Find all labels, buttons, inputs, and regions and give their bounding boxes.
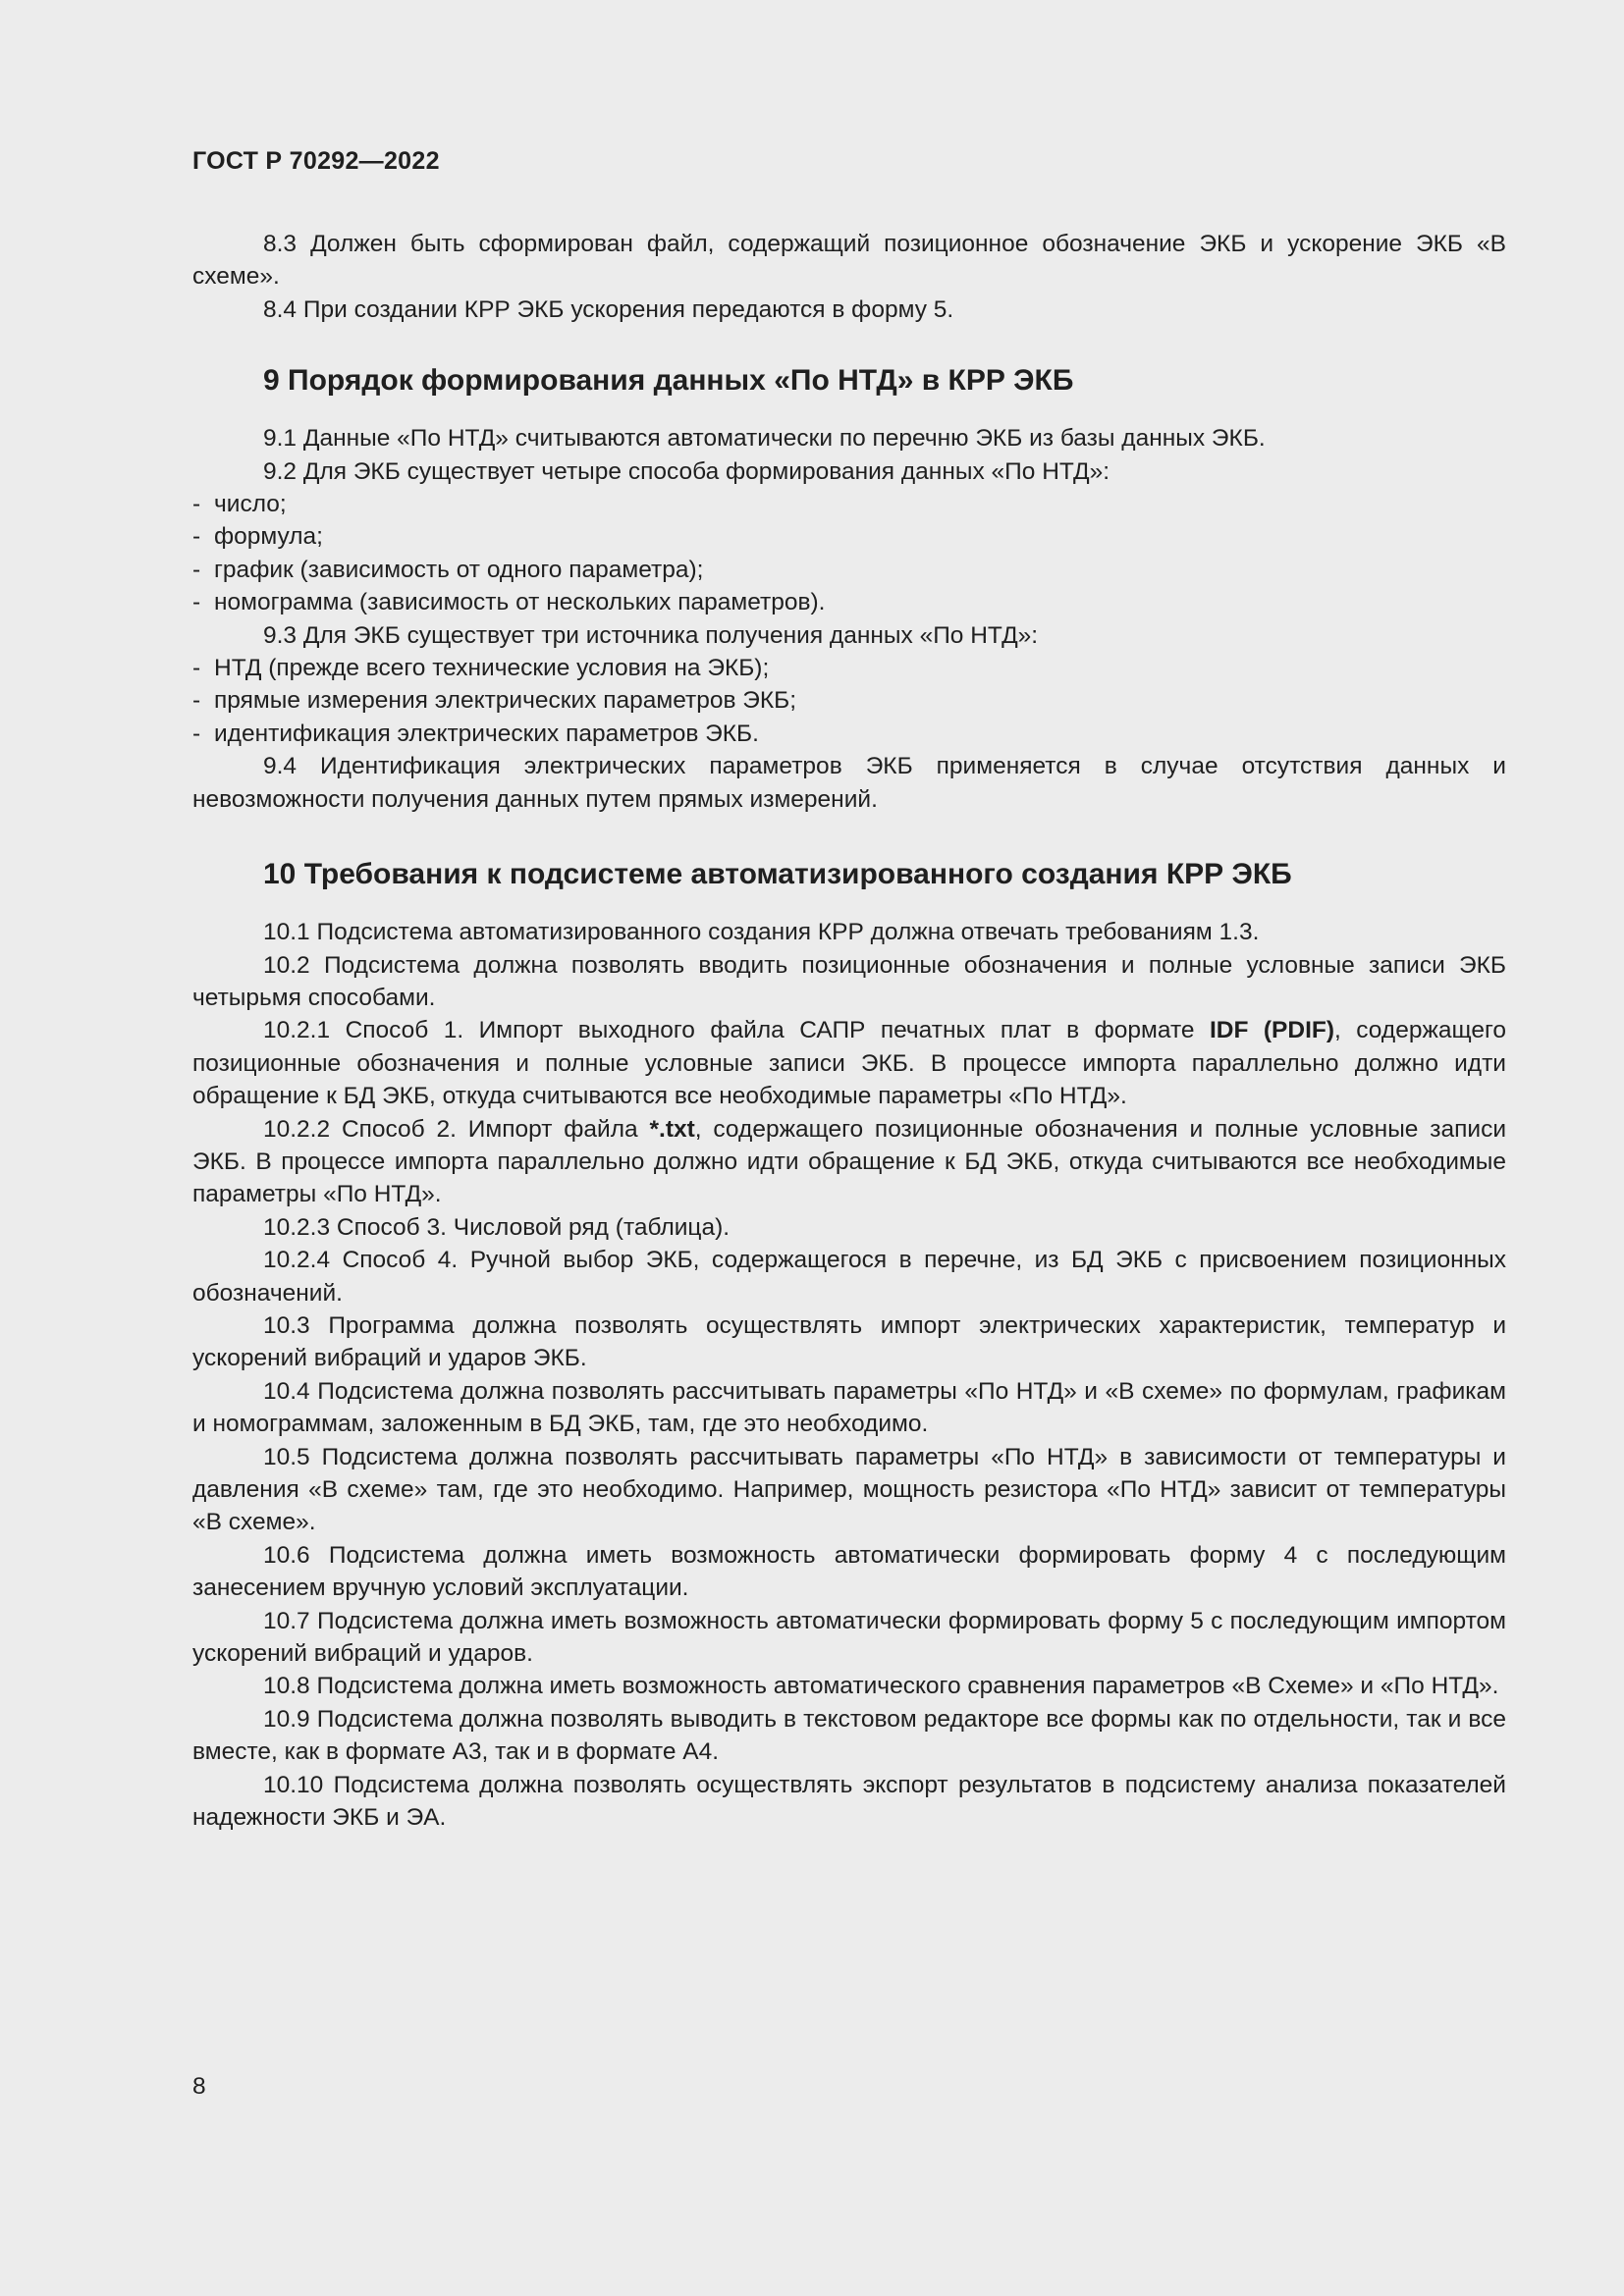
paragraph-10-2: 10.2 Подсистема должна позволять вводить позиционные обозначения и полные условные записи ЭКБ четырьмя способами. bbox=[192, 951, 1506, 1011]
list-item: - номограмма (зависимость от нескольких параметров). bbox=[192, 589, 826, 616]
paragraph-10-2-3: 10.2.3 Способ 3. Числовой ряд (таблица). bbox=[263, 1213, 731, 1241]
paragraph-9-3: 9.3 Для ЭКБ существует три источника получения данных «По НТД»: bbox=[263, 621, 1039, 649]
paragraph-10-7: 10.7 Подсистема должна иметь возможность автоматически формировать форму 5 с последующим импортом ускорений вибраций и ударов. bbox=[192, 1607, 1506, 1668]
paragraph-8-3: 8.3 Должен быть сформирован файл, содержащий позиционное обозначение ЭКБ и ускорение ЭКБ «В схеме». bbox=[192, 231, 1506, 291]
page-number: 8 bbox=[192, 2073, 206, 2100]
paragraph-10-3: 10.3 Программа должна позволять осуществлять импорт электрических характеристик, температур и ускорений вибраций и ударов ЭКБ. bbox=[192, 1311, 1506, 1372]
paragraph-9-2: 9.2 Для ЭКБ существует четыре способа формирования данных «По НТД»: bbox=[263, 457, 1110, 485]
paragraph-10-4: 10.4 Подсистема должна позволять рассчитывать параметры «По НТД» и «В схеме» по формулам, графикам и номограммам, заложенным в БД ЭКБ, там, где это необходимо. bbox=[192, 1377, 1506, 1438]
format-name: IDF (PDIF) bbox=[1209, 1017, 1335, 1044]
document-body bbox=[192, 228, 1506, 1834]
paragraph-10-1: 10.1 Подсистема автоматизированного создания КРР должна отвечать требованиям 1.3. bbox=[263, 919, 1260, 946]
paragraph-10-5: 10.5 Подсистема должна позволять рассчитывать параметры «По НТД» в зависимости от температуры и давления «В схеме» там, где это необходимо. Например, мощность резистора «По НТД» зависит от температуры «В схеме». bbox=[192, 1443, 1506, 1536]
paragraph-10-8: 10.8 Подсистема должна иметь возможность автоматического сравнения параметров «В Схеме» и «По НТД». bbox=[263, 1673, 1499, 1700]
list-item: - прямые измерения электрических параметров ЭКБ; bbox=[192, 687, 797, 715]
file-extension: *.txt bbox=[649, 1115, 695, 1143]
section-9-heading: 9 Порядок формирования данных «По НТД» в КРР ЭКБ bbox=[263, 364, 1074, 398]
paragraph-10-6: 10.6 Подсистема должна иметь возможность автоматически формировать форму 4 с последующим занесением вручную условий эксплуатации. bbox=[192, 1541, 1506, 1602]
section-10-heading: 10 Требования к подсистеме автоматизированного создания КРР ЭКБ bbox=[263, 858, 1292, 891]
paragraph-10-9: 10.9 Подсистема должна позволять выводить в текстовом редакторе все формы как по отдельности, так и все вместе, как в формате А3, так и в формате А4. bbox=[192, 1705, 1506, 1766]
paragraph-9-4: 9.4 Идентификация электрических параметров ЭКБ применяется в случае отсутствия данных и невозможности получения данных путем прямых измерений. bbox=[192, 753, 1506, 813]
document-header: ГОСТ Р 70292—2022 bbox=[192, 147, 440, 175]
paragraph-10-2-2: 10.2.2 Способ 2. Импорт файла *.txt, содержащего позиционные обозначения и полные условные записи ЭКБ. В процессе импорта параллельно должно идти обращение к БД ЭКБ, откуда считываются все необходимые параметры «По НТД». bbox=[192, 1115, 1506, 1208]
list-item: - число; bbox=[192, 491, 287, 518]
paragraph-10-10: 10.10 Подсистема должна позволять осуществлять экспорт результатов в подсистему анализа показателей надежности ЭКБ и ЭА. bbox=[192, 1771, 1506, 1832]
list-item: - график (зависимость от одного параметра); bbox=[192, 556, 704, 583]
list-item: - идентификация электрических параметров ЭКБ. bbox=[192, 720, 759, 747]
paragraph-10-2-1: 10.2.1 Способ 1. Импорт выходного файла САПР печатных плат в формате IDF (PDIF), содержащего позиционные обозначения и полные условные записи ЭКБ. В процессе импорта параллельно должно идти обращение к БД ЭКБ, откуда считываются все необходимые параметры «По НТД». bbox=[192, 1017, 1506, 1110]
list-item: - НТД (прежде всего технические условия на ЭКБ); bbox=[192, 655, 770, 682]
paragraph-8-4: 8.4 При создании КРР ЭКБ ускорения передаются в форму 5. bbox=[263, 295, 954, 323]
paragraph-10-2-4: 10.2.4 Способ 4. Ручной выбор ЭКБ, содержащегося в перечне, из БД ЭКБ с присвоением позиционных обозначений. bbox=[192, 1247, 1506, 1307]
paragraph-9-1: 9.1 Данные «По НТД» считываются автоматически по перечню ЭКБ из базы данных ЭКБ. bbox=[263, 425, 1266, 453]
list-item: - формула; bbox=[192, 523, 323, 551]
